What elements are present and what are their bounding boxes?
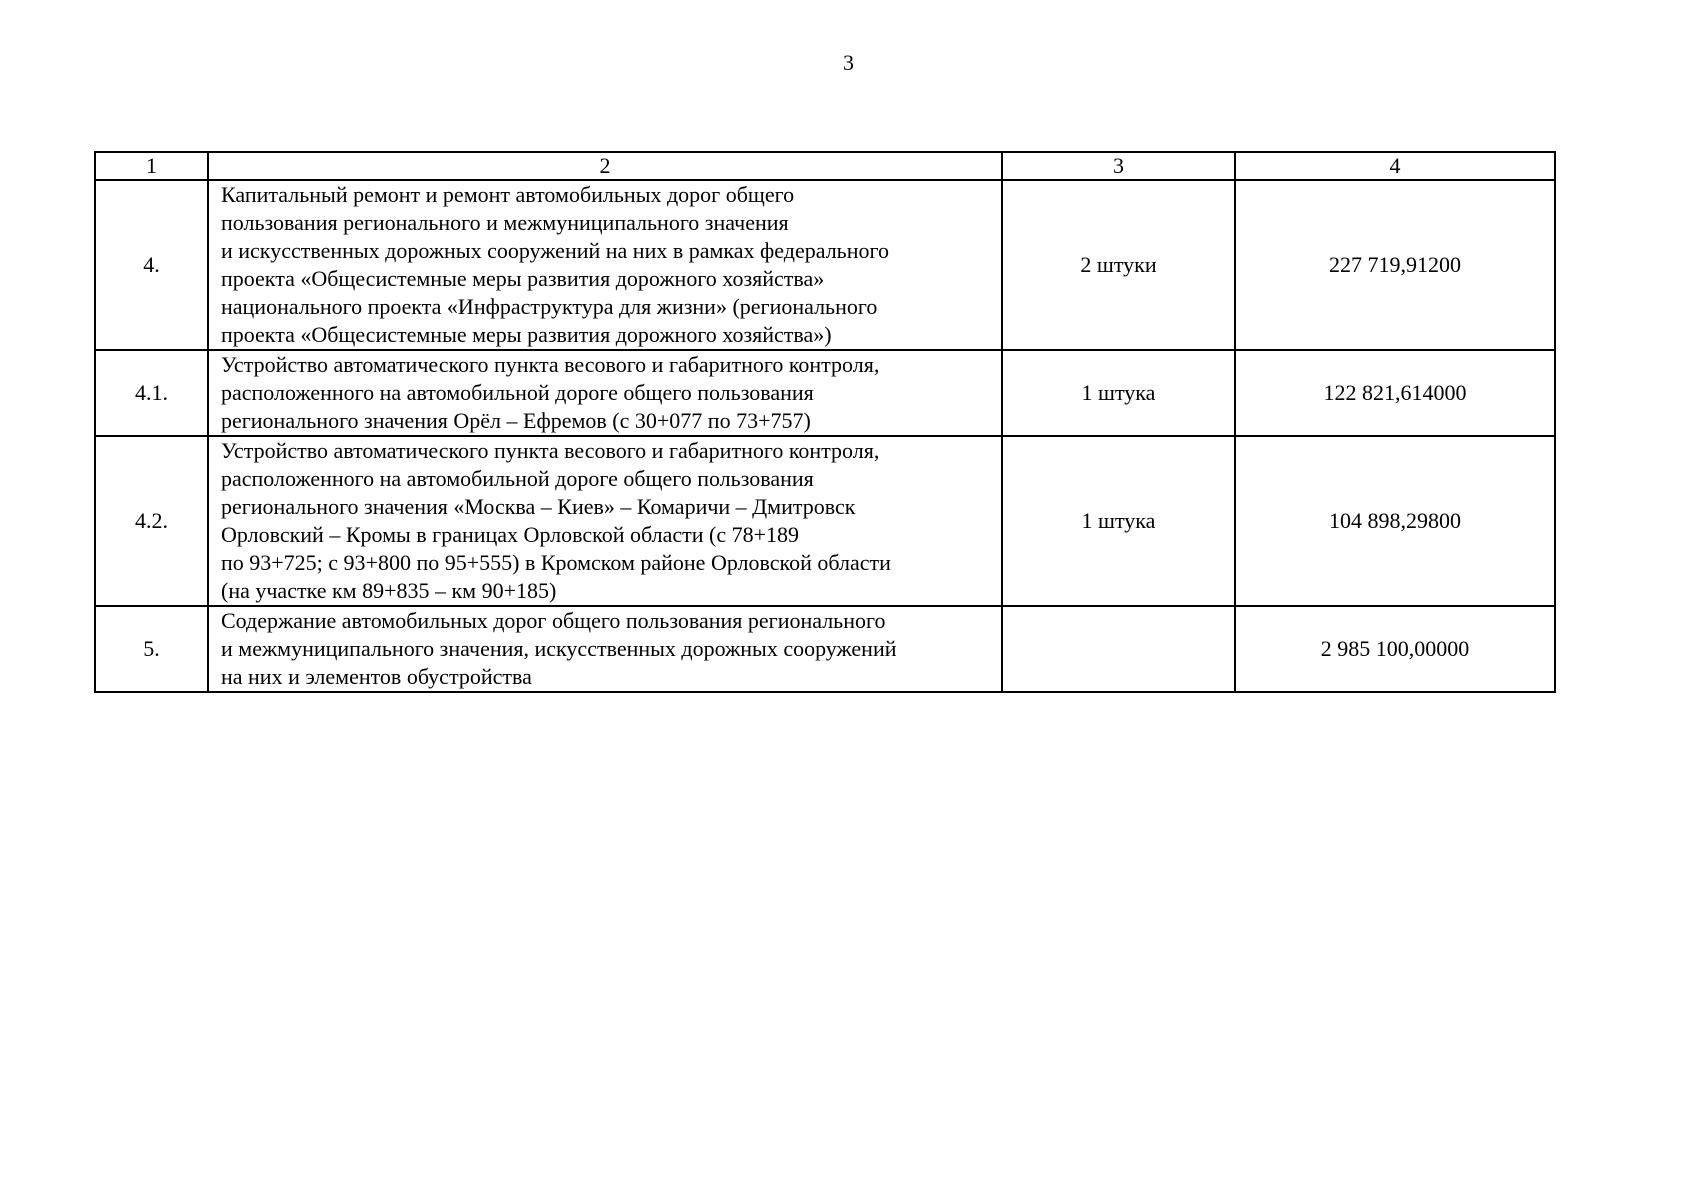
row-quantity (1002, 606, 1235, 692)
row-amount: 227 719,91200 (1235, 180, 1555, 350)
row-quantity: 1 штука (1002, 350, 1235, 436)
row-number: 4.2. (95, 436, 208, 606)
table-row (95, 436, 1555, 606)
table-row (95, 350, 1555, 436)
row-quantity: 2 штуки (1002, 180, 1235, 350)
table-row (95, 180, 1555, 350)
column-number-1: 1 (95, 152, 208, 180)
row-amount: 122 821,614000 (1235, 350, 1555, 436)
row-number: 4. (95, 180, 208, 350)
row-number: 4.1. (95, 350, 208, 436)
data-table (94, 151, 1556, 693)
row-description: Устройство автоматического пункта весового и габаритного контроля, расположенного на автомобильной дороге общего пользования регионального значения «Москва – Киев» – Комаричи – Дмитровск Орловский – Кромы в границах Орловской области (с 78+189 по 93+725; с 93+800 по 95+555) в Кромском районе Орловской области (на участке км 89+835 – км 90+185) (208, 436, 1002, 606)
row-amount: 104 898,29800 (1235, 436, 1555, 606)
row-description: Устройство автоматического пункта весового и габаритного контроля, расположенного на автомобильной дороге общего пользования регионального значения Орёл – Ефремов (с 30+077 по 73+757) (208, 350, 1002, 436)
row-quantity: 1 штука (1002, 436, 1235, 606)
table-header-row (95, 152, 1555, 180)
column-number-3: 3 (1002, 152, 1235, 180)
row-description: Содержание автомобильных дорог общего пользования регионального и межмуниципального значения, искусственных дорожных сооружений на них и элементов обустройства (208, 606, 1002, 692)
row-description: Капитальный ремонт и ремонт автомобильных дорог общего пользования регионального и межмуниципального значения и искусственных дорожных сооружений на них в рамках федерального проекта «Общесистемные меры развития дорожного хозяйства» национального проекта «Инфраструктура для жизни» (регионального проекта «Общесистемные меры развития дорожного хозяйства») (208, 180, 1002, 350)
column-number-4: 4 (1235, 152, 1555, 180)
table-row (95, 606, 1555, 692)
page-number: 3 (843, 50, 854, 75)
row-number: 5. (95, 606, 208, 692)
row-amount: 2 985 100,00000 (1235, 606, 1555, 692)
column-number-2: 2 (208, 152, 1002, 180)
